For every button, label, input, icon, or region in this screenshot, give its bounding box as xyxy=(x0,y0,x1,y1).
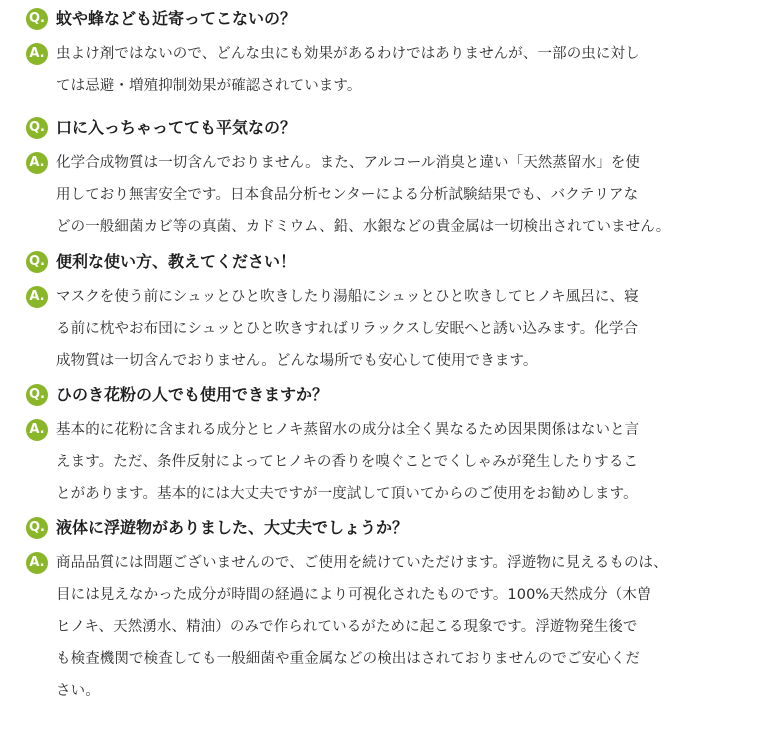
answer-line: も検査機関で検査しても一般細菌や重金属などの検出はされておりませんのでご安心くだ xyxy=(56,651,640,667)
answer-line: さい。 xyxy=(56,683,100,699)
faq-question-row xyxy=(0,516,760,540)
answer-line: えます。ただ、条件反射によってヒノキの香りを嗅ぐことでくしゃみが発生したりするこ xyxy=(56,454,639,470)
answer-line: 成物質は一切含んでおりません。どんな場所でも安心して使用できます。 xyxy=(56,353,538,369)
faq-question: 口に入っちゃってても平気なの？ xyxy=(56,118,297,137)
answer-line: ヒノキ、天然湧水、精油）のみで作られているがために起こる現象です。浮遊物発生後で xyxy=(56,619,638,635)
faq-answer xyxy=(56,281,736,377)
faq-question: 液体に浮遊物がありました、大丈夫でしょうか？ xyxy=(56,518,409,537)
faq-answer xyxy=(56,38,736,102)
answer-badge: A. xyxy=(26,286,48,308)
faq-answer-row xyxy=(0,547,760,707)
faq-answer-row xyxy=(0,147,760,243)
faq-answer xyxy=(56,147,736,243)
faq-question: 蚊や蜂なども近寄ってこないの？ xyxy=(56,9,297,28)
answer-badge: A. xyxy=(26,152,48,174)
faq-item xyxy=(0,250,760,377)
answer-line: 商品品質には問題ございませんので、ご使用を続けていただけます。浮遊物に見えるものは、 xyxy=(56,555,668,571)
faq-answer-row xyxy=(0,38,760,102)
answer-line: る前に枕やお布団にシュッとひと吹きすればリラックスし安眠へと誘い込みます。化学合 xyxy=(56,321,639,337)
faq-question-row xyxy=(0,383,760,407)
faq-answer xyxy=(56,414,736,510)
question-badge: Q. xyxy=(26,8,48,30)
faq-answer-row xyxy=(0,414,760,510)
answer-line: ては忌避・増殖抑制効果が確認されています。 xyxy=(56,78,362,94)
question-badge: Q. xyxy=(26,251,48,273)
answer-badge: A. xyxy=(26,552,48,574)
answer-line: マスクを使う前にシュッとひと吹きしたり湯船にシュッとひと吹きしてヒノキ風呂に、寝 xyxy=(56,289,639,305)
faq-item xyxy=(0,116,760,243)
answer-badge: A. xyxy=(26,419,48,441)
question-badge: Q. xyxy=(26,384,48,406)
question-badge: Q. xyxy=(26,517,48,539)
faq-question: ひのき花粉の人でも使用できますか？ xyxy=(56,385,329,404)
answer-badge: A. xyxy=(26,43,48,65)
faq-item xyxy=(0,516,760,707)
answer-line: 目には見えなかった成分が時間の経過により可視化されたものです。100%天然成分（木曽 xyxy=(56,587,652,603)
answer-line: 化学合成物質は一切含んでおりません。また、アルコール消臭と違い「天然蒸留水」を使 xyxy=(56,155,640,171)
faq-answer-row xyxy=(0,281,760,377)
answer-line: 基本的に花粉に含まれる成分とヒノキ蒸留水の成分は全く異なるため因果関係はないと言 xyxy=(56,422,640,438)
faq-question-row xyxy=(0,250,760,274)
faq-item xyxy=(0,7,760,102)
answer-line: 用しており無害安全です。日本食品分析センターによる分析試験結果でも、バクテリアな xyxy=(56,187,639,203)
answer-line: とがあります。基本的には大丈夫ですが一度試して頂いてからのご使用をお勧めします。 xyxy=(56,486,638,502)
faq-item xyxy=(0,383,760,510)
answer-line: 虫よけ剤ではないので、どんな虫にも効果があるわけではありませんが、一部の虫に対し xyxy=(56,46,640,62)
faq-question-row xyxy=(0,7,760,31)
faq-question: 便利な使い方、教えてください！ xyxy=(56,252,297,271)
faq-answer xyxy=(56,547,736,707)
answer-line: どの一般細菌カビ等の真菌、カドミウム、鉛、水銀などの貴金属は一切検出されていません。 xyxy=(56,219,671,235)
question-badge: Q. xyxy=(26,117,48,139)
faq-question-row xyxy=(0,116,760,140)
